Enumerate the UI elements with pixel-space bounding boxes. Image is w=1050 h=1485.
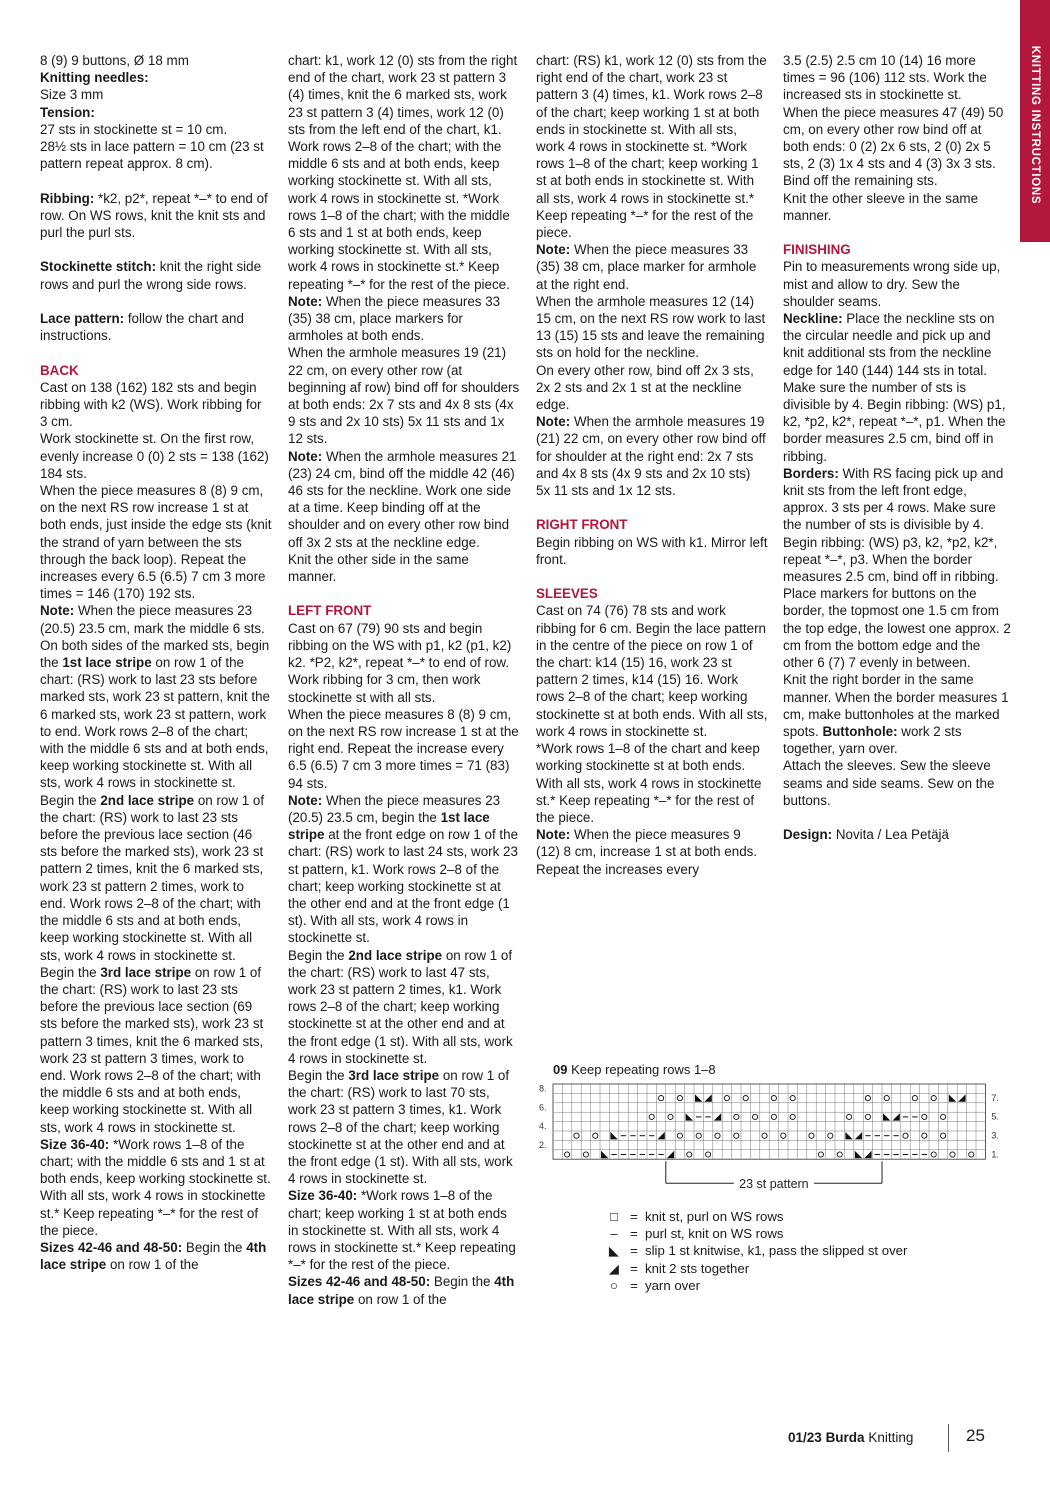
left-front-sizes-42-50: Sizes 42-46 and 48-50: Begin the 4th lace stripe on row 1 of the	[288, 1274, 515, 1307]
right-front-text: Begin ribbing on WS with k1. Mirror left front.	[536, 534, 768, 567]
back-text-1: Cast on 138 (162) 182 sts and begin ribbing with k2 (WS). Work ribbing for 3 cm.	[40, 379, 262, 430]
k2tog-triangle-icon: ◢	[608, 1260, 620, 1276]
back-text-4: Note: When the piece measures 23 (20.5) 23.5 cm, mark the middle 6 sts. On both sides of the marked sts, begin the 1st lace stripe on row 1 of the chart: (RS) work to last 23 sts before marked sts, work 23 st pattern, knit the 6 marked sts, work 23 st pattern, work to end. Work rows 2–8 of the chart; with the middle 6 sts and at both ends, keep working stockinette st. With all sts, work 4 rows in stockinette st.	[40, 603, 270, 791]
chart-row-label: 1.	[991, 1149, 999, 1160]
needles-heading: Knitting needles:	[40, 70, 149, 86]
column-4	[783, 52, 1011, 843]
stockinette-paragraph: Stockinette stitch: knit the right side rows and purl the wrong side rows.	[40, 259, 262, 292]
left-front-text-2: When the piece measures 8 (8) 9 cm, on the next RS row increase 1 st at the right end. Repeat the increase every 6.5 (6.5) 7 cm 3 more times = 71 (83) 94 sts.	[288, 706, 519, 791]
left-front-text-3: Note: When the piece measures 23 (20.5) 23.5 cm, begin the 1st lace stripe at the front edge on row 1 of the chart: (RS) work to last 24 sts, work 23 st pattern, k1. Work rows 2–8 of the chart; keep working stockinette st at the other end and at the front edge (1 st). With all sts, work 4 rows in stockinette st.	[288, 792, 519, 946]
needles-text: Size 3 mm	[40, 87, 104, 103]
page-number: 25	[966, 1426, 985, 1445]
repeat-label: 23 st pattern	[739, 1177, 809, 1192]
back-text-5: Begin the 2nd lace stripe on row 1 of the chart: (RS) work to last 23 sts before the previous lace section (46 sts before the marked sts), work 23 st pattern 2 times, knit the 6 marked sts, work 23 st pattern 2 times, work to end. Work rows 2–8 of the chart; with the middle 6 sts and at both ends, keep working stockinette st. With all sts, work 4 rows in stockinette st.	[40, 792, 265, 963]
tension-line-2: 28½ sts in lace pattern = 10 cm (23 st pattern repeat approx. 8 cm).	[40, 139, 264, 172]
right-border-paragraph: Knit the right border in the same manner. When the border measures 1 cm, make buttonholes at the marked spots. Buttonhole: work 2 sts together, yarn over.	[783, 672, 1009, 757]
legend-item	[605, 1208, 907, 1225]
sleeves-text-2: *Work rows 1–8 of the chart and keep working stockinette st at both ends. With all sts, work 4 rows in stockinette st.* Keep repeating *–* for the rest of the piece.	[536, 741, 762, 825]
chart-row-label: 6.	[539, 1102, 547, 1113]
materials-buttons: 8 (9) 9 buttons, Ø 18 mm	[40, 53, 189, 68]
finishing-text: Pin to measurements wrong side up, mist and allow to dry. Sew the shoulder seams.	[783, 259, 1001, 309]
ribbing-paragraph: Ribbing: *k2, p2*, repeat *–* to end of row. On WS rows, knit the knit sts and purl the purl sts.	[40, 190, 268, 241]
sleeves-heading: SLEEVES	[536, 586, 598, 602]
left-front-shoulder-note: Note: When the armhole measures 19 (21) 22 cm, on every other row bind off for shoulder at the right end: 2x 7 sts and 4x 8 sts (4x 9 sts and 2x 10 sts) 5x 11 sts and 1x 12 sts.	[536, 414, 766, 499]
left-front-text-5: Begin the 3rd lace stripe on row 1 of the chart: (RS) work to last 70 sts, work 23 st pattern 3 times, k1. Work rows 2–8 of the chart; keep working stockinette st at the other end and at the front edge (1 st). With all sts, work 4 rows in stockinette st.	[288, 1067, 513, 1187]
legend-text: knit st, purl on WS rows	[645, 1209, 784, 1224]
chart-caption: Keep repeating rows 1–8	[571, 1062, 716, 1077]
section-tab	[1020, 0, 1050, 242]
legend-equals: =	[630, 1260, 638, 1276]
chart-title	[553, 1062, 716, 1077]
finishing-heading: FINISHING	[783, 242, 851, 258]
footer-issue: 01/23	[788, 1430, 822, 1445]
attach-sleeves: Attach the sleeves. Sew the sleeve seams and side seams. Sew on the buttons.	[783, 758, 995, 808]
back-text-2: Work stockinette st. On the first row, evenly increase 0 (0) 2 sts = 138 (162) 184 sts.	[40, 431, 269, 481]
buttons-markers: Place markers for buttons on the border, the topmost one 1.5 cm from the top edge, the lowest one approx. 2 cm from the bottom edge and the other 6 (7) 7 evenly in between.	[783, 586, 1011, 671]
page-footer	[788, 1430, 913, 1445]
sleeves-bindoff: When the piece measures 47 (49) 50 cm, on every other row bind off at both ends: 0 (2) 2x 6 sts, 2 (0) 2x 5 sts, 2 (3) 1x 4 sts and 4 (3) 3x 3 sts. Bind off the remaining sts.	[783, 104, 1004, 189]
circle-icon: ○	[610, 1277, 618, 1293]
chart-row-label: 7.	[991, 1092, 999, 1103]
footer-brand: Burda	[825, 1430, 865, 1445]
chart-row-label: 3.	[991, 1130, 999, 1141]
back-heading: BACK	[40, 362, 79, 378]
tension-heading: Tension:	[40, 104, 95, 120]
column-1	[40, 52, 272, 1273]
empty-square-icon: □	[610, 1209, 618, 1224]
legend-equals: =	[630, 1277, 638, 1293]
chart-row-label: 4.	[539, 1121, 547, 1132]
legend-item	[605, 1260, 907, 1277]
slip-triangle-icon: ◣	[608, 1243, 620, 1259]
footer-divider	[948, 1424, 949, 1452]
legend-text: slip 1 st knitwise, k1, pass the slipped st over	[645, 1243, 908, 1259]
sleeves-text-1: Cast on 74 (76) 78 sts and work ribbing for 6 cm. Begin the lace pattern in the centre of the piece on row 1 of the chart: k14 (15) 16, work 23 st pattern 2 times, k14 (15) 16. Work rows 2–8 of the chart; keep working stockinette st at both ends. With all sts, work 4 rows in stockinette st.	[536, 603, 768, 739]
back-sizes-42-50: Sizes 42-46 and 48-50: Begin the 4th lace stripe on row 1 of the	[40, 1239, 267, 1273]
legend-item	[605, 1277, 907, 1294]
chart-number: 09	[553, 1062, 568, 1077]
left-front-armhole-note: Note: When the piece measures 33 (35) 38 cm, place marker for armhole at the right end.	[536, 242, 757, 292]
legend-text: knit 2 sts together	[645, 1260, 750, 1276]
column-3	[536, 52, 768, 878]
legend-item	[605, 1225, 907, 1242]
section-tab-label: KNITTING INSTRUCTIONS	[1029, 45, 1041, 205]
sleeves-note: Note: When the piece measures 9 (12) 8 cm, increase 1 st at both ends. Repeat the increases every	[536, 827, 758, 877]
left-front-text-4: Begin the 2nd lace stripe on row 1 of the chart: (RS) work to last 47 sts, work 23 st pattern 2 times, k1. Work rows 2–8 of the chart; keep working stockinette st at the other end and at the front edge (1 st). With all sts, work 4 rows in stockinette st.	[288, 947, 513, 1066]
back-text-6: Begin the 3rd lace stripe on row 1 of the chart: (RS) work to last 23 sts before the previous lace section (69 sts before the marked sts), work 23 st pattern 3 times, knit the 6 marked sts, work 23 st pattern 3 times, work to end. Work rows 2–8 of the chart; with the middle 6 sts and at both ends, keep working stockinette st. With all sts, work 4 rows in stockinette st.	[40, 964, 264, 1135]
back-text-3: When the piece measures 8 (8) 9 cm, on the next RS row increase 1 st at both ends, just inside the edge sts (knit the strand of yarn between the sts through the back loop). Repeat the increases every 6.5 (6.5) 7 cm 3 more times = 146 (170) 192 sts.	[40, 483, 272, 602]
back-armhole-note: Note: When the piece measures 33 (35) 38 cm, place markers for armholes at both ends.	[288, 293, 501, 344]
legend-text: purl st, knit on WS rows	[645, 1226, 784, 1242]
left-front-heading: LEFT FRONT	[288, 603, 372, 619]
left-front-neckline: When the armhole measures 12 (14) 15 cm, on the next RS row work to last 13 (15) 15 sts and leave the remaining sts on hold for the neckline.	[536, 293, 766, 361]
tension-line-1: 27 sts in stockinette st = 10 cm.	[40, 121, 228, 137]
knitting-chart	[535, 1080, 1015, 1192]
chart-legend	[605, 1208, 907, 1294]
left-front-neck-bindoff: On every other row, bind off 2x 3 sts, 2x 2 sts and 2x 1 st at the neckline edge.	[536, 362, 754, 413]
borders-paragraph: Borders: With RS facing pick up and knit sts from the left front edge, approx. 3 sts per 4 rows. Make sure the number of sts is divisible by 4. Begin ribbing: (WS) p3, k2, *p2, k2*, repeat *–*, p3. When the border measures 2.5 cm, bind off in ribbing.	[783, 465, 1004, 585]
legend-item	[605, 1242, 907, 1259]
sleeves-other: Knit the other sleeve in the same manner.	[783, 190, 979, 223]
right-front-heading: RIGHT FRONT	[536, 517, 628, 533]
left-front-continued: chart: (RS) k1, work 12 (0) sts from the right end of the chart, work 23 st pattern 3 (4) times, k1. Work rows 2–8 of the chart; keep working 1 st at both ends in stockinette st. With all sts, work 4 rows in stockinette st. *Work rows 1–8 of the chart; keep working 1 st at both ends in stockinette st. With all sts, work 4 rows in stockinette st.* Keep repeating *–* for the rest of the piece.	[536, 53, 767, 241]
sleeves-continued: 3.5 (2.5) 2.5 cm 10 (14) 16 more times = 96 (106) 112 sts. Work the increased sts in stockinette st.	[783, 53, 987, 103]
back-shoulders: When the armhole measures 19 (21) 22 cm, on every other row (at beginning af row) bind off for shoulders at both ends: 2x 7 sts and 4x 8 sts (4x 9 sts and 2x 10 sts) 5x 11 sts and 1x 12 sts.	[288, 345, 520, 447]
chart-row-label: 5.	[991, 1111, 999, 1122]
left-front-text-1: Cast on 67 (79) 90 sts and begin ribbing on the WS with p1, k2 (p1, k2) k2. *P2, k2*, repeat *–* to end of row. Work ribbing for 3 cm, then work stockinette st with all sts.	[288, 620, 512, 705]
chart-row-label: 8.	[539, 1083, 547, 1094]
neckline-paragraph: Neckline: Place the neckline sts on the circular needle and pick up and knit additional sts from the neckline edge for 140 (144) 144 sts in total. Make sure the number of sts is divisible by 4. Begin ribbing: (WS) p1, k2, *p2, k2*, repeat *–*, p1. When the border measures 2.5 cm, bind off in ribbing.	[783, 311, 1006, 464]
back-size-36-40: Size 36-40: *Work rows 1–8 of the chart; with the middle 6 sts and 1 st at both ends, keep working stockinette st. With all sts, work 4 rows in stockinette st.* Keep repeating *–* for the rest of the piece.	[40, 1136, 271, 1238]
footer-section: Knitting	[868, 1430, 914, 1445]
legend-equals: =	[630, 1226, 638, 1242]
left-front-size-36-40: Size 36-40: *Work rows 1–8 of the chart; keep working 1 st at both ends in stockinette st. With all sts, work 4 rows in stockinette st.* Keep repeating *–* for the rest of the piece.	[288, 1188, 516, 1273]
dash-icon: –	[610, 1226, 618, 1242]
design-credit: Design: Novita / Lea Petäjä	[783, 827, 949, 843]
column-2	[288, 52, 520, 1308]
back-neckline-note: Note: When the armhole measures 21 (23) 24 cm, bind off the middle 42 (46) 46 sts for the neckline. Work one side at a time. Keep binding off at the shoulder and on every other row bind off 3x 2 sts at the neckline edge.	[288, 448, 517, 550]
legend-equals: =	[630, 1209, 638, 1224]
back-other-side: Knit the other side in the same manner.	[288, 551, 469, 585]
back-continued: chart: k1, work 12 (0) sts from the right end of the chart, work 23 st pattern 3 (4) times, knit the 6 marked sts, work 23 st pattern 3 (4) times, work 12 (0) sts from the left end of the chart, k1. Work rows 2–8 of the chart; with the middle 6 sts and at both ends, keep working stockinette st. With all sts, work 4 rows in stockinette st. *Work rows 1–8 of the chart; with the middle 6 sts and 1 st at both ends, keep working stockinette st. With all sts, work 4 rows in stockinette st.* Keep repeating *–* for the rest of the piece.	[288, 53, 518, 292]
legend-text: yarn over	[645, 1277, 700, 1293]
lace-paragraph: Lace pattern: follow the chart and instructions.	[40, 311, 244, 344]
chart-row-label: 2.	[539, 1139, 547, 1150]
legend-equals: =	[630, 1243, 638, 1259]
